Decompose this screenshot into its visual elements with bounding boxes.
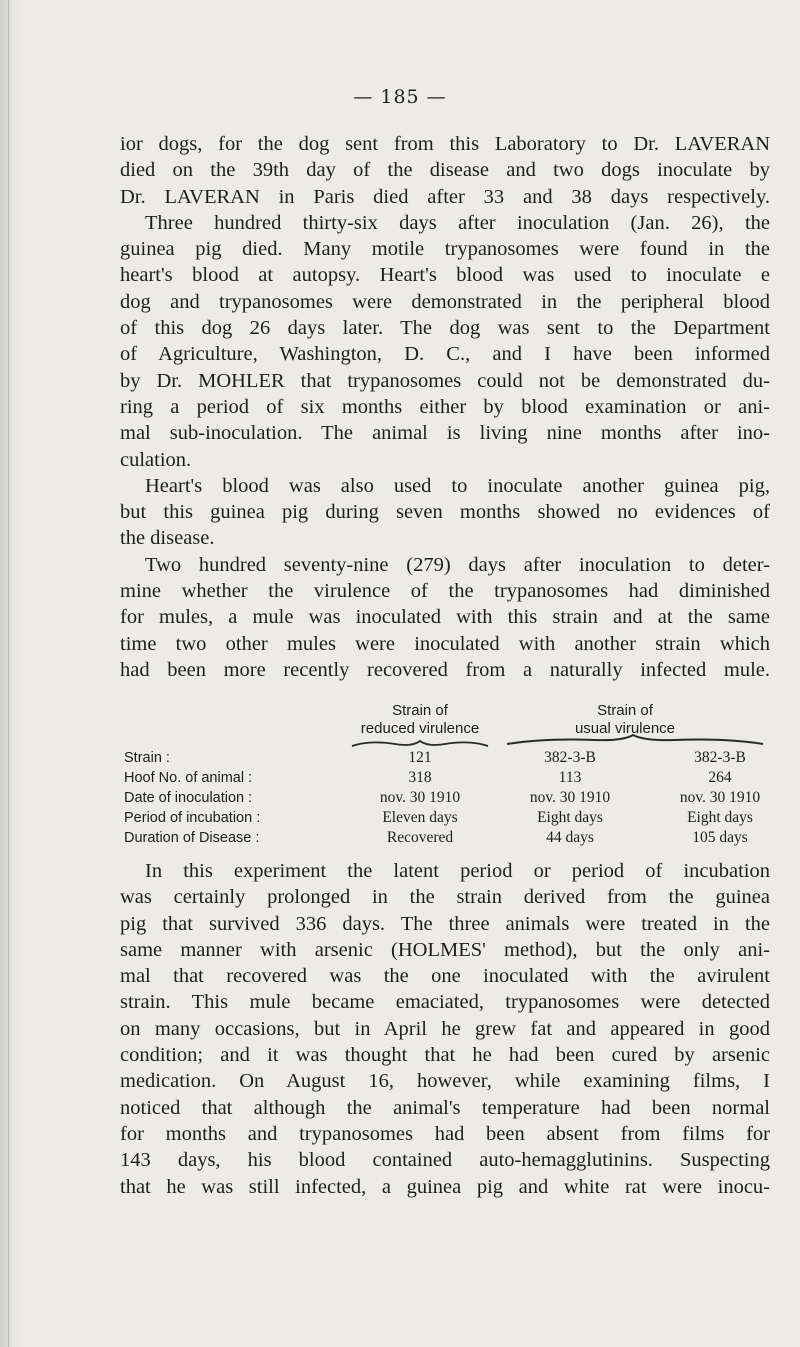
page-edge bbox=[0, 0, 22, 1347]
header-reduced-line2: reduced virulence bbox=[360, 720, 480, 737]
text-line: medication. On August 16, however, while examining films, I bbox=[120, 1070, 770, 1093]
cell-hoof-usual-1: 113 bbox=[558, 769, 582, 786]
text-line: strain. This mule became emaciated, trypanosomes were detected bbox=[120, 991, 770, 1014]
paragraph-start-line: Three hundred thirty-six days after inoculation (Jan. 26), the bbox=[145, 211, 770, 234]
paragraph-start-line: Two hundred seventy-nine (279) days after inoculation to deter- bbox=[145, 553, 770, 576]
text-line: died on the 39th day of the disease and two dogs inoculate by bbox=[120, 159, 770, 182]
page-edge-line bbox=[8, 0, 9, 1347]
text-line: same manner with arsenic (HOLMES' method), but the only ani- bbox=[120, 938, 770, 961]
text-line: had been more recently recovered from a naturally infected mule. bbox=[120, 658, 770, 681]
cell-hoof-usual-2: 264 bbox=[708, 769, 732, 786]
header-usual-line2: usual virulence bbox=[574, 720, 676, 737]
row-label-period-of-incubation: Period of incubation : bbox=[124, 810, 261, 826]
text-line: but this guinea pig during seven months showed no evidences of bbox=[120, 501, 770, 524]
page-number: — 185 — bbox=[353, 86, 447, 108]
text-line: heart's blood at autopsy. Heart's blood was used to inoculate e bbox=[120, 264, 770, 287]
brace-usual bbox=[505, 732, 765, 746]
cell-strain-usual-1: 382-3-B bbox=[544, 749, 596, 766]
text-line: guinea pig died. Many motile trypanosomes were found in the bbox=[120, 238, 770, 261]
cell-date-usual-2: nov. 30 1910 bbox=[679, 789, 761, 806]
text-line: noticed that although the animal's temperature had been normal bbox=[120, 1096, 770, 1119]
text-block-bottom bbox=[120, 858, 770, 1200]
text-line: culation. bbox=[120, 448, 192, 471]
row-label-duration-of-disease: Duration of Disease : bbox=[124, 830, 260, 846]
cell-incubation-reduced: Eleven days bbox=[382, 809, 458, 826]
text-line: of Agriculture, Washington, D. C., and I have been informed bbox=[120, 343, 770, 366]
cell-hoof-reduced: 318 bbox=[408, 769, 432, 786]
text-line: for months and trypanosomes had been absent from films for bbox=[120, 1122, 770, 1145]
text-line: ior dogs, for the dog sent from this Laboratory to Dr. LAVERAN bbox=[120, 133, 770, 155]
text-line: of this dog 26 days later. The dog was sent to the Department bbox=[120, 317, 770, 340]
cell-strain-usual-2: 382-3-B bbox=[694, 749, 746, 766]
text-line: was certainly prolonged in the strain derived from the guinea bbox=[120, 886, 770, 909]
header-reduced-line1: Strain of bbox=[392, 702, 448, 719]
row-label-hoof-number: Hoof No. of animal : bbox=[124, 770, 253, 786]
header-usual-line1: Strain of bbox=[597, 702, 653, 719]
cell-incubation-usual-2: Eight days bbox=[687, 809, 753, 826]
text-line: on many occasions, but in April he grew fat and appeared in good bbox=[120, 1017, 770, 1040]
text-line: pig that survived 336 days. The three animals were treated in the bbox=[120, 912, 770, 935]
cell-duration-reduced: Recovered bbox=[386, 829, 454, 846]
brace-reduced bbox=[350, 738, 490, 748]
cell-duration-usual-1: 44 days bbox=[546, 829, 594, 846]
text-line: condition; and it was thought that he had been cured by arsenic bbox=[120, 1044, 770, 1067]
cell-date-usual-1: nov. 30 1910 bbox=[529, 789, 611, 806]
cell-strain-reduced: 121 bbox=[408, 749, 432, 766]
row-label-strain: Strain : bbox=[124, 750, 170, 766]
text-line: time two other mules were inoculated with another strain which bbox=[120, 632, 770, 655]
text-line: ring a period of six months either by blood examination or ani- bbox=[120, 395, 770, 418]
text-line: Dr. LAVERAN in Paris died after 33 and 38 days respectively. bbox=[120, 185, 770, 208]
text-line: by Dr. MOHLER that trypanosomes could not be demonstrated du- bbox=[120, 369, 770, 392]
paragraph-start-line: Heart's blood was also used to inoculate another guinea pig, bbox=[145, 474, 770, 497]
cell-duration-usual-2: 105 days bbox=[692, 829, 748, 846]
cell-date-reduced: nov. 30 1910 bbox=[379, 789, 461, 806]
text-line: mal sub-inoculation. The animal is living nine months after ino- bbox=[120, 422, 770, 445]
header-reduced-virulence bbox=[335, 702, 505, 738]
text-line: 143 days, his blood contained auto-hemagglutinins. Suspecting bbox=[120, 1149, 770, 1172]
text-line: dog and trypanosomes were demonstrated in the peripheral blood bbox=[120, 290, 770, 313]
text-line: mal that recovered was the one inoculated with the avirulent bbox=[120, 965, 770, 988]
strain-comparison-table bbox=[120, 698, 780, 848]
text-block-top bbox=[120, 131, 770, 683]
text-line: mine whether the virulence of the trypanosomes had diminished bbox=[120, 580, 770, 603]
text-line: the disease. bbox=[120, 527, 215, 550]
paragraph-start-line: In this experiment the latent period or period of incubation bbox=[145, 860, 770, 882]
text-line: that he was still infected, a guinea pig and white rat were inocu- bbox=[120, 1175, 770, 1198]
row-label-date-of-inoculation: Date of inoculation : bbox=[124, 790, 253, 806]
cell-incubation-usual-1: Eight days bbox=[537, 809, 603, 826]
text-line: for mules, a mule was inoculated with this strain and at the same bbox=[120, 606, 770, 629]
